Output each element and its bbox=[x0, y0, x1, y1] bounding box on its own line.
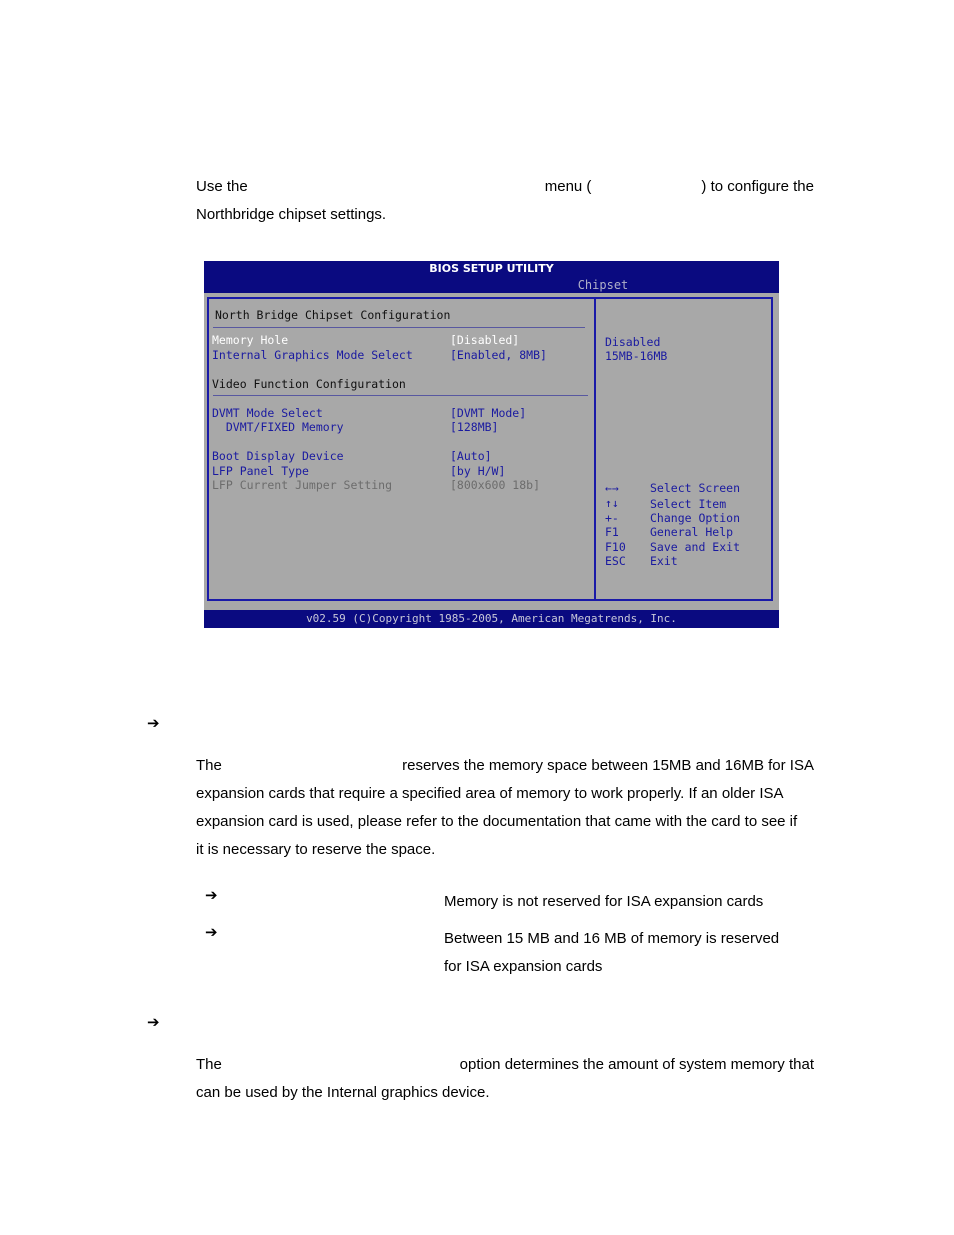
bios-tab-bar bbox=[204, 277, 779, 293]
mh-line-4: it is necessary to reserve the space. bbox=[196, 841, 436, 858]
key-change-option: Change Option bbox=[650, 511, 741, 525]
key-general-help: General Help bbox=[650, 525, 734, 539]
key-plus-minus: +- bbox=[605, 511, 619, 525]
mh-text-rest: reserves the memory space between 15MB and 16MB for ISA bbox=[402, 757, 814, 774]
intro-paragraph bbox=[196, 173, 814, 229]
bios-tab-chipset[interactable]: Chipset bbox=[572, 277, 634, 293]
internal-graphics-description bbox=[196, 1051, 814, 1107]
memory-hole-description bbox=[196, 752, 814, 864]
item-dvmt-memory-value[interactable]: [128MB] bbox=[450, 420, 499, 434]
key-esc: ESC bbox=[605, 554, 626, 568]
intro-text-b: menu ( bbox=[544, 178, 592, 195]
key-f10: F10 bbox=[605, 540, 626, 554]
item-internal-graphics-value[interactable]: [Enabled, 8MB] bbox=[450, 348, 547, 362]
help-option-15mb: 15MB-16MB bbox=[605, 349, 668, 363]
section-video-rule bbox=[213, 395, 588, 396]
section-north-bridge-rule bbox=[213, 327, 585, 328]
mh-line-3: expansion card is used, please refer to the documentation that came with the card to see if bbox=[196, 813, 798, 830]
bios-panel-divider bbox=[594, 297, 596, 601]
item-lfp-jumper-label: LFP Current Jumper Setting bbox=[212, 478, 393, 492]
key-arrows-lr: ←→ bbox=[605, 481, 619, 495]
option-15mb-desc-line-1: Between 15 MB and 16 MB of memory is reserved bbox=[444, 930, 780, 947]
intro-text-a: Use the bbox=[196, 178, 248, 195]
item-lfp-panel-value[interactable]: [by H/W] bbox=[450, 464, 506, 478]
key-select-item: Select Item bbox=[650, 497, 727, 511]
section-north-bridge: North Bridge Chipset Configuration bbox=[215, 308, 451, 322]
option-15mb-desc bbox=[444, 925, 804, 981]
item-lfp-jumper-value: [800x600 18b] bbox=[450, 478, 541, 492]
item-boot-display-label[interactable]: Boot Display Device bbox=[212, 449, 344, 463]
key-f1: F1 bbox=[605, 525, 619, 539]
section-video: Video Function Configuration bbox=[212, 377, 406, 391]
item-boot-display-value[interactable]: [Auto] bbox=[450, 449, 492, 463]
mh-line-2: expansion cards that require a specified area of memory to work properly. If an older ISA bbox=[196, 785, 784, 802]
option-15mb-desc-line-2: for ISA expansion cards bbox=[444, 958, 603, 975]
option-disabled-desc: Memory is not reserved for ISA expansion cards bbox=[444, 893, 764, 910]
intro-line-1 bbox=[196, 173, 814, 201]
key-arrows-ud: ↑↓ bbox=[605, 496, 619, 510]
item-memory-hole-label[interactable]: Memory Hole bbox=[212, 333, 289, 347]
ig-line-1 bbox=[196, 1051, 814, 1079]
item-dvmt-memory-label[interactable]: DVMT/FIXED Memory bbox=[212, 420, 344, 434]
key-select-screen: Select Screen bbox=[650, 481, 741, 495]
option-15mb-arrow-icon: ➔ bbox=[205, 923, 218, 941]
item-lfp-panel-label[interactable]: LFP Panel Type bbox=[212, 464, 309, 478]
key-exit: Exit bbox=[650, 554, 678, 568]
key-save-exit: Save and Exit bbox=[650, 540, 741, 554]
bios-title: BIOS SETUP UTILITY bbox=[204, 261, 779, 277]
item-memory-hole-value[interactable]: [Disabled] bbox=[450, 333, 520, 347]
option-disabled-arrow-icon: ➔ bbox=[205, 886, 218, 904]
bios-copyright-bar: v02.59 (C)Copyright 1985-2005, American Megatrends, Inc. bbox=[204, 610, 779, 628]
item-dvmt-mode-value[interactable]: [DVMT Mode] bbox=[450, 406, 527, 420]
mh-line-1 bbox=[196, 752, 814, 780]
help-option-disabled: Disabled bbox=[605, 335, 661, 349]
ig-text-the: The bbox=[196, 1056, 222, 1073]
internal-graphics-arrow-icon: ➔ bbox=[147, 1013, 160, 1031]
intro-text-c: ) to configure the bbox=[701, 178, 814, 195]
memory-hole-arrow-icon: ➔ bbox=[147, 714, 160, 732]
item-dvmt-mode-label[interactable]: DVMT Mode Select bbox=[212, 406, 323, 420]
mh-text-the: The bbox=[196, 757, 222, 774]
ig-text-rest: option determines the amount of system memory that bbox=[459, 1056, 814, 1073]
item-internal-graphics-label[interactable]: Internal Graphics Mode Select bbox=[212, 348, 413, 362]
bios-screenshot bbox=[204, 261, 779, 628]
intro-line-2: Northbridge chipset settings. bbox=[196, 206, 387, 223]
ig-line-2: can be used by the Internal graphics device. bbox=[196, 1084, 490, 1101]
